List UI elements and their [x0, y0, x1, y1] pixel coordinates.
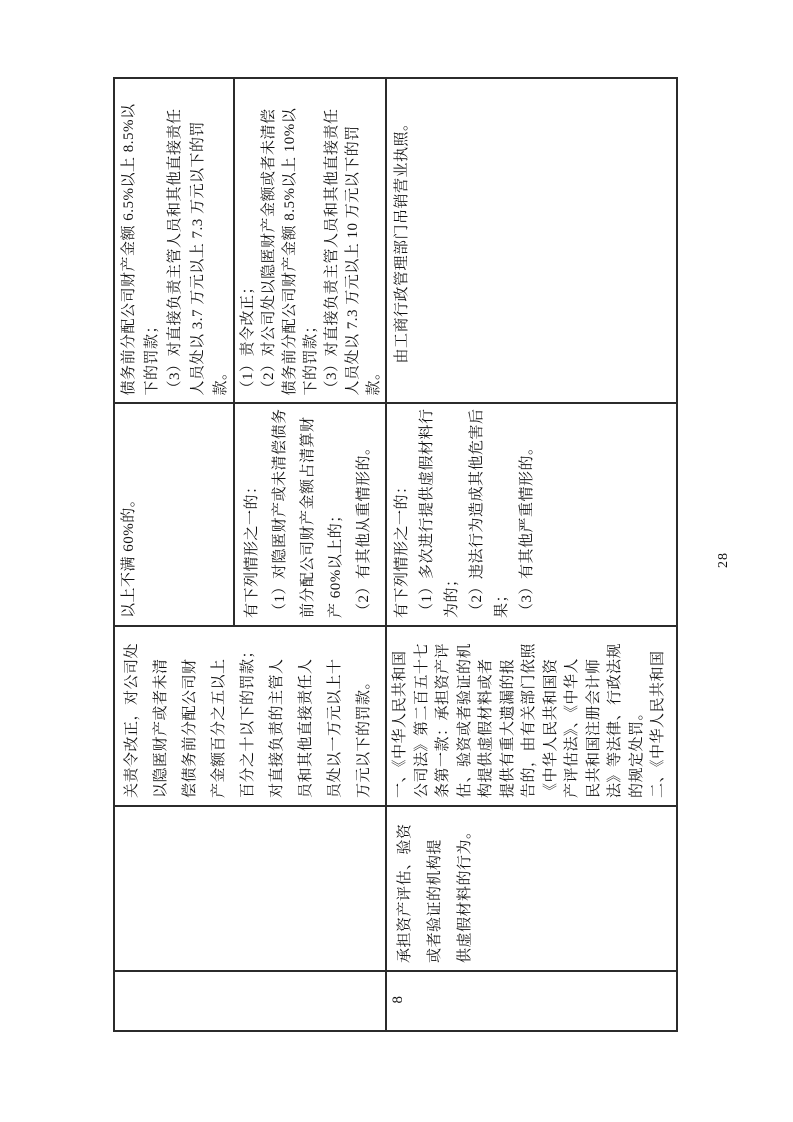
- penalty-cell-sub2: [234, 78, 386, 403]
- text-line: 百分之十以下的罚款；: [240, 642, 256, 798]
- text-line: 对直接负责的主管人: [269, 658, 285, 798]
- text-line: 产评估法》、《中华人: [564, 657, 580, 798]
- behavior-cell-8: [386, 806, 677, 971]
- penalty-table: [113, 77, 678, 1032]
- text-line: 产金额百分之五以上: [211, 658, 227, 798]
- text-line: 以隐匿财产或者未清: [153, 658, 169, 798]
- text-line: 前分配公司财产金额占清算财: [300, 416, 316, 618]
- text-line: 公司法》第二百五十七: [413, 642, 430, 798]
- text-line: 人员处以 3.7 万元以上 7.3 万元以下的罚: [190, 120, 206, 396]
- text-line: 《中华人民共和国资: [542, 658, 559, 798]
- text-line: 构提供虚假材料或者: [478, 658, 494, 798]
- text-line: 或者验证的机构提: [427, 838, 443, 963]
- text-line: （1）责令改正；: [240, 278, 256, 396]
- text-line: 款。: [213, 364, 229, 396]
- text-line: （2）对公司处以隐匿财产金额或者未清偿: [261, 108, 277, 396]
- text-line: 偿债务前分配公司财: [182, 658, 198, 798]
- table-row-8: [386, 78, 677, 1031]
- text-line: （2）违法行为造成其他危害后: [469, 408, 485, 618]
- text-line: 有下列情形之一的：: [394, 478, 410, 618]
- text-line: 法》等法律、行政法规: [607, 642, 623, 798]
- criteria-cell-8: [386, 403, 677, 626]
- text-line: 关责令改正，对公司处: [124, 642, 140, 798]
- text-line: （3）有其他严重情形的。: [519, 439, 535, 618]
- text-line: （1）多次进行提供虚假材料行: [419, 408, 435, 618]
- table-row-continued-a: [114, 78, 234, 1031]
- text-line: 员和其他直接责任人: [298, 658, 314, 798]
- text-line: 款。: [366, 364, 382, 396]
- criteria-cell-sub1: [114, 403, 234, 626]
- text-line: 的规定处罚。: [628, 704, 645, 798]
- text-line: 一、《中华人民共和国: [392, 650, 408, 798]
- text-line: 供虚假材料的行为。: [457, 823, 473, 963]
- serial-cell-continued: [114, 971, 386, 1031]
- text-line: 员处以一万元以上十: [327, 658, 343, 798]
- text-line: 提供有重大遗漏的报: [499, 658, 516, 798]
- serial-cell-8: 8: [386, 971, 677, 1031]
- criteria-cell-sub2: [234, 403, 386, 626]
- basis-cell-continued: [114, 626, 386, 806]
- text-line: 条第一款：承担资产评: [435, 642, 451, 798]
- text-line: （3）对直接负责主管人员和其他直接责任: [324, 108, 340, 396]
- page-number: 28: [716, 552, 731, 568]
- text-line: 下的罚款；: [144, 317, 160, 396]
- behavior-cell-continued: [114, 806, 386, 971]
- text-line: 果；: [494, 586, 510, 618]
- text-line: （1）对隐匿财产或未清偿债务: [272, 408, 288, 618]
- text-line: 估、验资或者验证的机: [456, 642, 473, 798]
- text-line: 告的，由有关部门依照: [521, 642, 537, 798]
- text-line: 万元以下的罚款。: [356, 673, 372, 798]
- text-line: 有下列情形之一的：: [244, 478, 260, 618]
- text-line: （2）有其他从重情形的。: [356, 439, 372, 618]
- penalty-cell-sub1: [114, 78, 234, 403]
- text-line: 下的罚款；: [303, 317, 319, 396]
- text-line: 承担资产评估、验资: [397, 823, 413, 963]
- text-line: 产 60%以上的；: [328, 507, 344, 618]
- text-line: 债务前分配公司财产金额 6.5%以上 8.5%以: [121, 103, 137, 396]
- text-line: 人员处以 7.3 万元以上 10 万元以下的罚: [345, 125, 361, 396]
- text-line: 为的；: [444, 571, 460, 618]
- basis-cell-8: [386, 626, 677, 806]
- text-line: 二、《中华人民共和国: [650, 650, 666, 798]
- text-line: （3）对直接负责主管人员和其他直接责任: [167, 108, 183, 396]
- text-line: 民共和国注册会计师: [585, 658, 602, 798]
- penalty-cell-8: 由工商行政管理部门吊销营业执照。: [386, 78, 677, 403]
- text-line: 债务前分配公司财产金额 8.5%以上 10%以: [282, 107, 298, 396]
- text-line: 以上不满 60%的。: [121, 491, 137, 618]
